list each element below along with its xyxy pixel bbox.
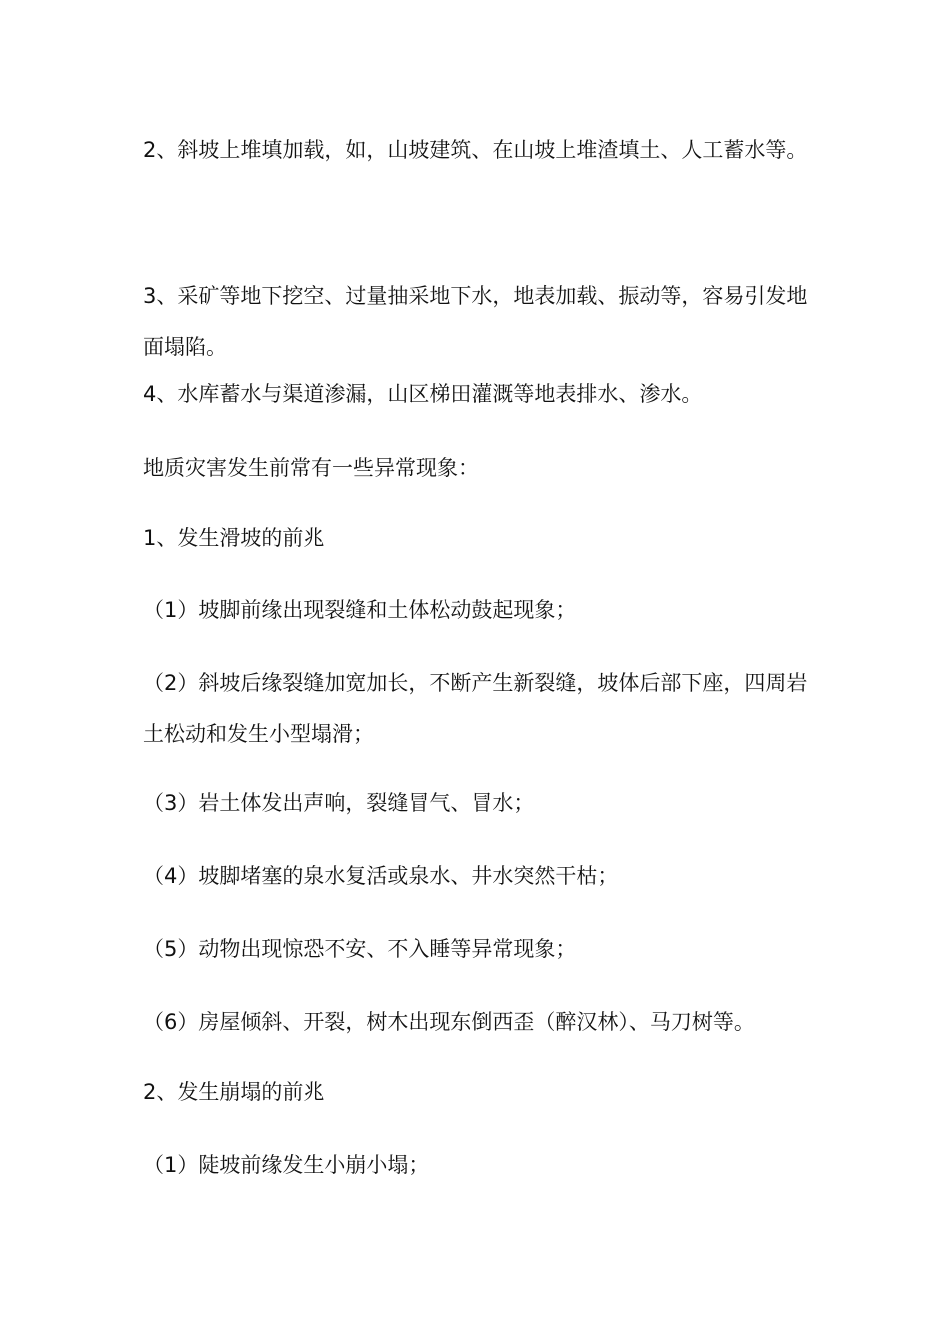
list-item-landslide-6: （6）房屋倾斜、开裂，树木出现东倒西歪（醉汉林）、马刀树等。: [143, 1010, 755, 1034]
paragraph-slope-loading: 2、斜坡上堆填加载，如，山坡建筑、在山坡上堆渣填土、人工蓄水等。: [143, 138, 808, 162]
list-item-rockfall-1: （1）陡坡前缘发生小崩小塌；: [143, 1153, 430, 1177]
heading-rockfall-signs: 2、发生崩塌的前兆: [143, 1080, 325, 1104]
paragraph-anomaly-intro: 地质灾害发生前常有一些异常现象：: [143, 456, 479, 480]
paragraph-reservoir-seepage: 4、水库蓄水与渠道渗漏，山区梯田灌溉等地表排水、渗水。: [143, 382, 703, 406]
heading-landslide-signs: 1、发生滑坡的前兆: [143, 526, 325, 550]
list-item-landslide-2: （2）斜坡后缘裂缝加宽加长，不断产生新裂缝，坡体后部下座，四周岩土松动和发生小型塌滑；: [143, 671, 808, 746]
list-item-landslide-4: （4）坡脚堵塞的泉水复活或泉水、井水突然干枯；: [143, 864, 619, 888]
paragraph-ground-collapse-causes: 3、采矿等地下挖空、过量抽采地下水，地表加载、振动等，容易引发地面塌陷。: [143, 284, 808, 359]
list-item-landslide-1: （1）坡脚前缘出现裂缝和土体松动鼓起现象；: [143, 598, 577, 622]
list-item-landslide-3: （3）岩土体发出声响，裂缝冒气、冒水；: [143, 791, 535, 815]
list-item-landslide-5: （5）动物出现惊恐不安、不入睡等异常现象；: [143, 937, 577, 961]
